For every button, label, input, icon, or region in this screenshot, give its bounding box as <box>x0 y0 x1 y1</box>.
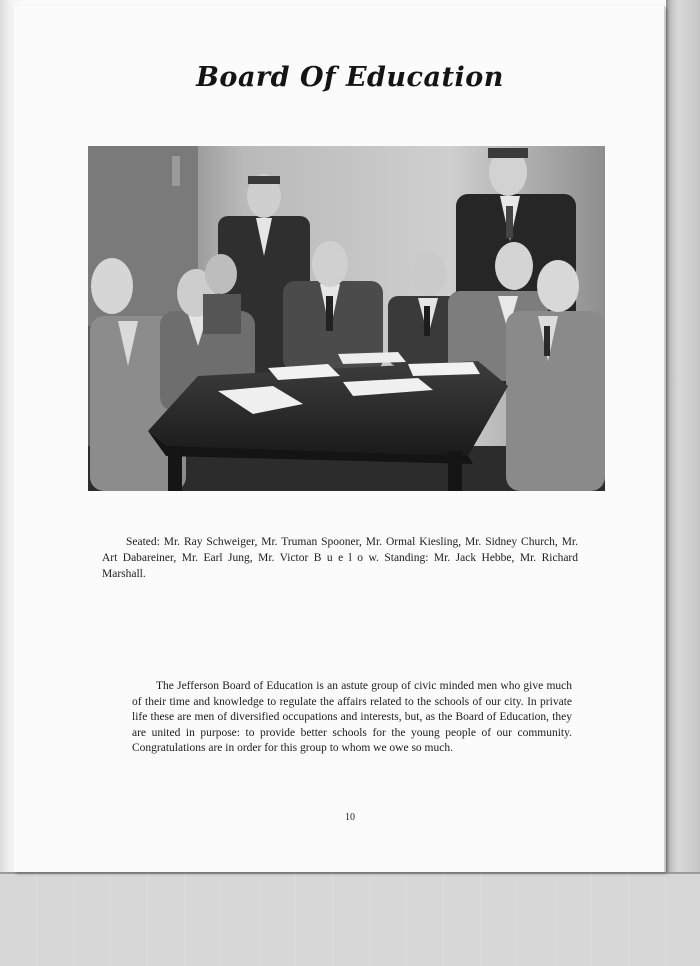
body-paragraph: The Jefferson Board of Education is an astute group of civic minded men who give much of their time and knowledge to regulate the affairs related to the schools of our city. In private life these are men of diversified occupations and interests, but, as the Board of Education, they are united in purpose: to provide better schools for the young people of our community. Congratulations are in order for this group to whom we owe so much. <box>132 680 572 754</box>
photo-caption: Seated: Mr. Ray Schweiger, Mr. Truman Spooner, Mr. Ormal Kiesling, Mr. Sidney Church, Mr. Art Dabareiner, Mr. Earl Jung, Mr. Victor B u e l o w. Standing: Mr. Jack Hebbe, Mr. Richard Marshall. <box>102 536 578 580</box>
scanner-bed <box>0 872 700 966</box>
page-title: Board Of Education <box>196 62 504 93</box>
book-spine-edge <box>666 0 700 880</box>
page-number: 10 <box>345 812 355 823</box>
board-group-photo <box>88 146 605 491</box>
